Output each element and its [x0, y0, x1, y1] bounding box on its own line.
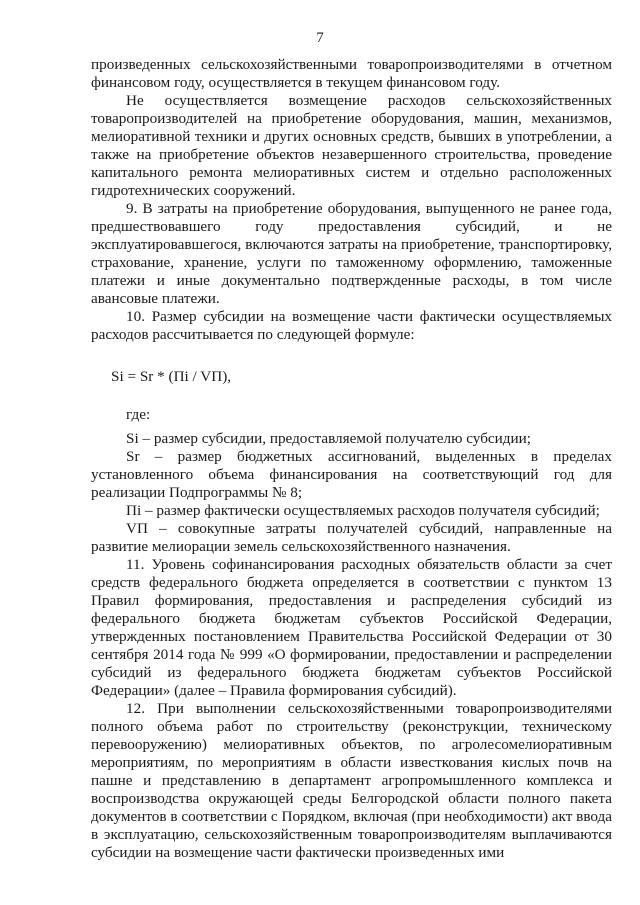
paragraph-12: 12. При выполнении сельскохозяйственными товаропроизводителями полного объема работ по строительству (реконструкции, техническому перевооружению) мелиоративных объектов, по агролесомелиоративным мероприятиям, по мероприятиям в области известкования кислых почв на пашне и представлению в департамент агропромышленного комплекса и воспроизводства окружающей среды Белгородской области полного пакета документов в соответствии с Порядком, включая (при необходимости) акт ввода в эксплуатацию, сельскохозяйственным товаропроизводителям выплачиваются субсидии на возмещение части фактически произведенных ими [91, 700, 613, 861]
paragraph-9: 9. В затраты на приобретение оборудования, выпущенного не ранее года, предшествовавшего году предоставления субсидий, и не эксплуатировавшегося, включаются затраты на приобретение, транспортировку, страхование, хранение, услуги по таможенному оформлению, таможенные платежи и иные документально подтвержденные расходы, в том числе авансовые платежи. [91, 200, 612, 307]
definitions-intro: где: [126, 406, 151, 423]
document-body [91, 56, 612, 862]
paragraph-continuation: произведенных сельскохозяйственными товаропроизводителями в отчетном финансовом году, осуществляется в текущем финансовом году. [91, 56, 612, 91]
definition-pi: Пi – размер фактически осуществляемых расходов получателя субсидий; [126, 502, 600, 519]
subsidy-formula: Si = Sr * (Пi / VП), [111, 368, 232, 385]
definition-si: Si – размер субсидии, предоставляемой получателю субсидии; [126, 430, 532, 447]
paragraph-no-reimbursement: Не осуществляется возмещение расходов сельскохозяйственных товаропроизводителей на приобретение оборудования, машин, механизмов, мелиоративной техники и других основных средств, бывших в употреблении, а также на приобретение объектов незавершенного строительства, проведение капитального ремонта мелиоративных систем и отдельно расположенных гидротехнических сооружений. [91, 92, 612, 199]
paragraph-10: 10. Размер субсидии на возмещение части фактически осуществляемых расходов рассчитывается по следующей формуле: [91, 308, 612, 343]
paragraph-11: 11. Уровень софинансирования расходных обязательств области за счет средств федерального бюджета определяется в соответствии с пунктом 13 Правил формирования, предоставления и распределения субсидий из федерального бюджета бюджетам субъектов Российской Федерации, утвержденных постановлением Правительства Российской Федерации от 30 сентября 2014 года № 999 «О формировании, предоставлении и распределении субсидий из федерального бюджета бюджетам субъектов Российской Федерации» (далее – Правила формирования субсидий). [91, 556, 612, 699]
definition-vp: VП – совокупные затраты получателей субсидий, направленные на развитие мелиорации земель сельскохозяйственного назначения. [91, 520, 612, 555]
definition-sr: Sr – размер бюджетных ассигнований, выделенных в пределах установленного объема финансирования на соответствующий год для реализации Подпрограммы № 8; [91, 448, 612, 501]
page-number: 7 [316, 30, 324, 46]
